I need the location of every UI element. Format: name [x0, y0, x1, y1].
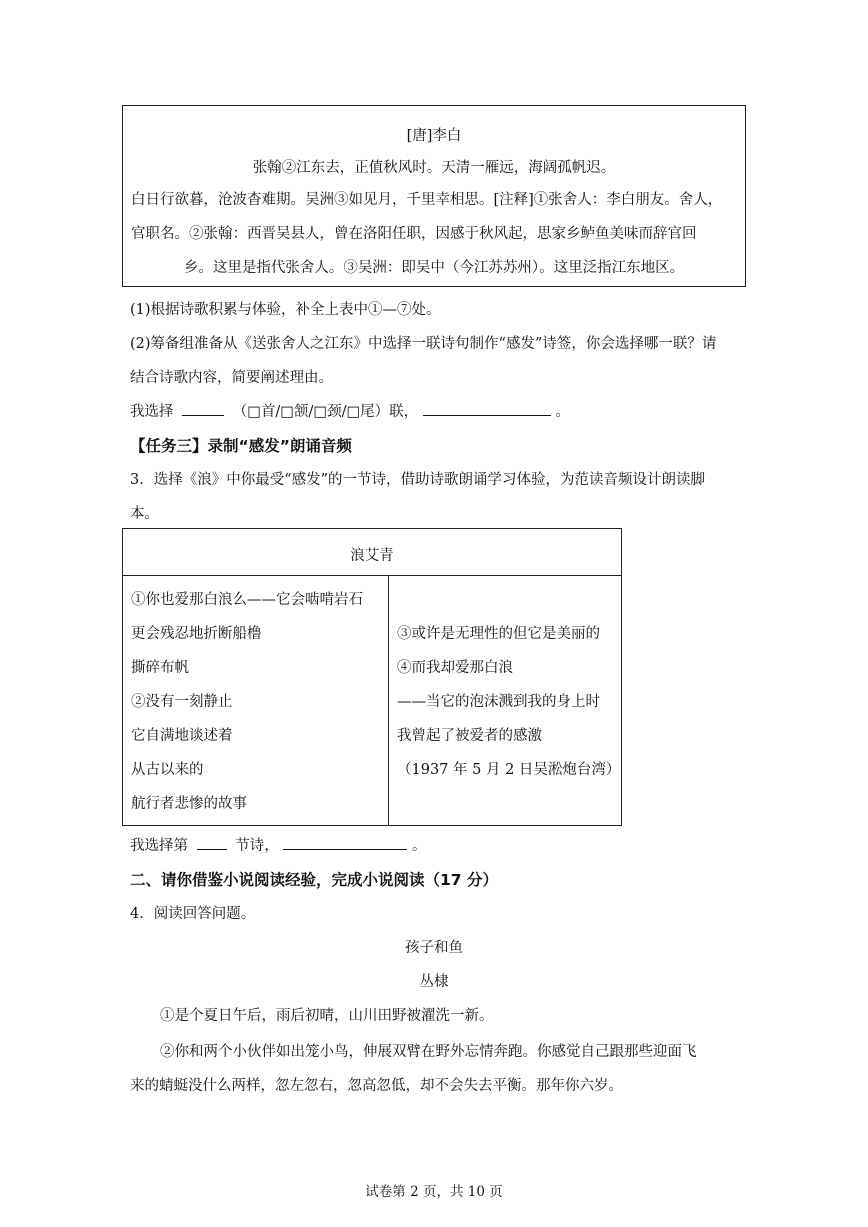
story-para-1: ①是个夏日午后，雨后初晴，山川田野被濯洗一新。	[160, 1008, 494, 1024]
select-suffix: 。	[411, 838, 427, 854]
right-line-2: ④而我却爱那白浪	[397, 660, 513, 676]
poem-line-1: 张翰②江东去，正值秋风时。天清一雁远，海阔孤帆迟。	[252, 160, 616, 176]
poem-author: [唐]李白	[406, 128, 462, 144]
left-line-3: 撕碎布帆	[131, 660, 189, 676]
left-line-6: 从古以来的	[131, 762, 204, 778]
question-3-line-1: 3．选择《浪》中你最受“感发”的一节诗，借助诗歌朗诵学习体验，为范读音频设计朗读脚	[130, 472, 706, 488]
poem-box	[122, 105, 746, 287]
question-2-line-2: 结合诗歌内容，简要阐述理由。	[130, 370, 333, 386]
poem-table	[122, 528, 622, 826]
left-line-4: ②没有一刻静止	[131, 694, 233, 710]
question-1: (1)根据诗歌积累与体验，补全上表中①—⑦处。	[130, 302, 441, 318]
page-footer: 试卷第 2 页，共 10 页	[365, 1184, 503, 1200]
poem-table-title: 浪艾青	[350, 548, 394, 564]
task3-heading: 【任务三】录制“感发”朗诵音频	[130, 437, 352, 455]
choice-line	[130, 400, 570, 421]
choice-blank[interactable]	[182, 401, 224, 416]
section-2-heading: 二、请你借鉴小说阅读经验，完成小说阅读（17 分）	[130, 871, 498, 889]
reason-blank[interactable]	[423, 401, 551, 416]
choice-suffix: 。	[555, 404, 570, 420]
question-4: 4．阅读回答问题。	[130, 906, 256, 922]
poem-table-header	[123, 529, 621, 576]
right-line-5: （1937 年 5 月 2 日吴淞炮台湾）	[397, 762, 621, 778]
table-divider	[388, 575, 389, 825]
story-title: 孩子和鱼	[405, 940, 463, 956]
story-para-2-line-1: ②你和两个小伙伴如出笼小鸟，伸展双臂在野外忘情奔跑。你感觉自己跟那些迎面飞	[160, 1044, 697, 1060]
left-line-2: 更会残忍地折断船橹	[131, 626, 262, 642]
poem-line-3: 官职名。②张翰：西晋吴县人，曾在洛阳任职，因感于秋风起，思家乡鲈鱼美味而辞官回	[131, 226, 697, 242]
left-line-5: 它自满地谈述着	[131, 728, 233, 744]
choice-prefix: 我选择	[130, 404, 174, 420]
poem-line-4: 乡。这里是指代张舍人。③吴洲：即吴中（今江苏苏州）。这里泛指江东地区。	[183, 260, 685, 276]
select-middle: 节诗，	[235, 838, 279, 854]
right-line-3: ——当它的泡沫溅到我的身上时	[397, 694, 600, 710]
stanza-blank[interactable]	[197, 835, 227, 850]
choice-options: （□首/□颔/□颈/□尾）联，	[232, 404, 419, 420]
poem-line-2: 白日行欲暮，沧波杳难期。吴洲③如见月，千里幸相思。[注释]①张舍人：李白朋友。舍人，	[131, 192, 723, 208]
right-line-4: 我曾起了被爱者的感激	[397, 728, 542, 744]
select-prefix: 我选择第	[130, 838, 188, 854]
left-line-7: 航行者悲惨的故事	[131, 796, 247, 812]
question-3-line-2: 本。	[130, 506, 159, 522]
question-2-line-1: (2)筹备组准备从《送张舍人之江东》中选择一联诗句制作“感发”诗签，你会选择哪一联？请	[130, 336, 717, 352]
story-author: 丛棣	[419, 974, 449, 990]
left-line-1: ①你也爱那白浪么——它会啮啃岩石	[131, 592, 363, 608]
select-line	[130, 834, 426, 855]
right-line-1: ③或许是无理性的但它是美丽的	[397, 626, 600, 642]
story-para-2-line-2: 来的蜻蜓没什么两样，忽左忽右，忽高忽低，却不会失去平衡。那年你六岁。	[130, 1078, 623, 1094]
script-blank[interactable]	[283, 835, 407, 850]
